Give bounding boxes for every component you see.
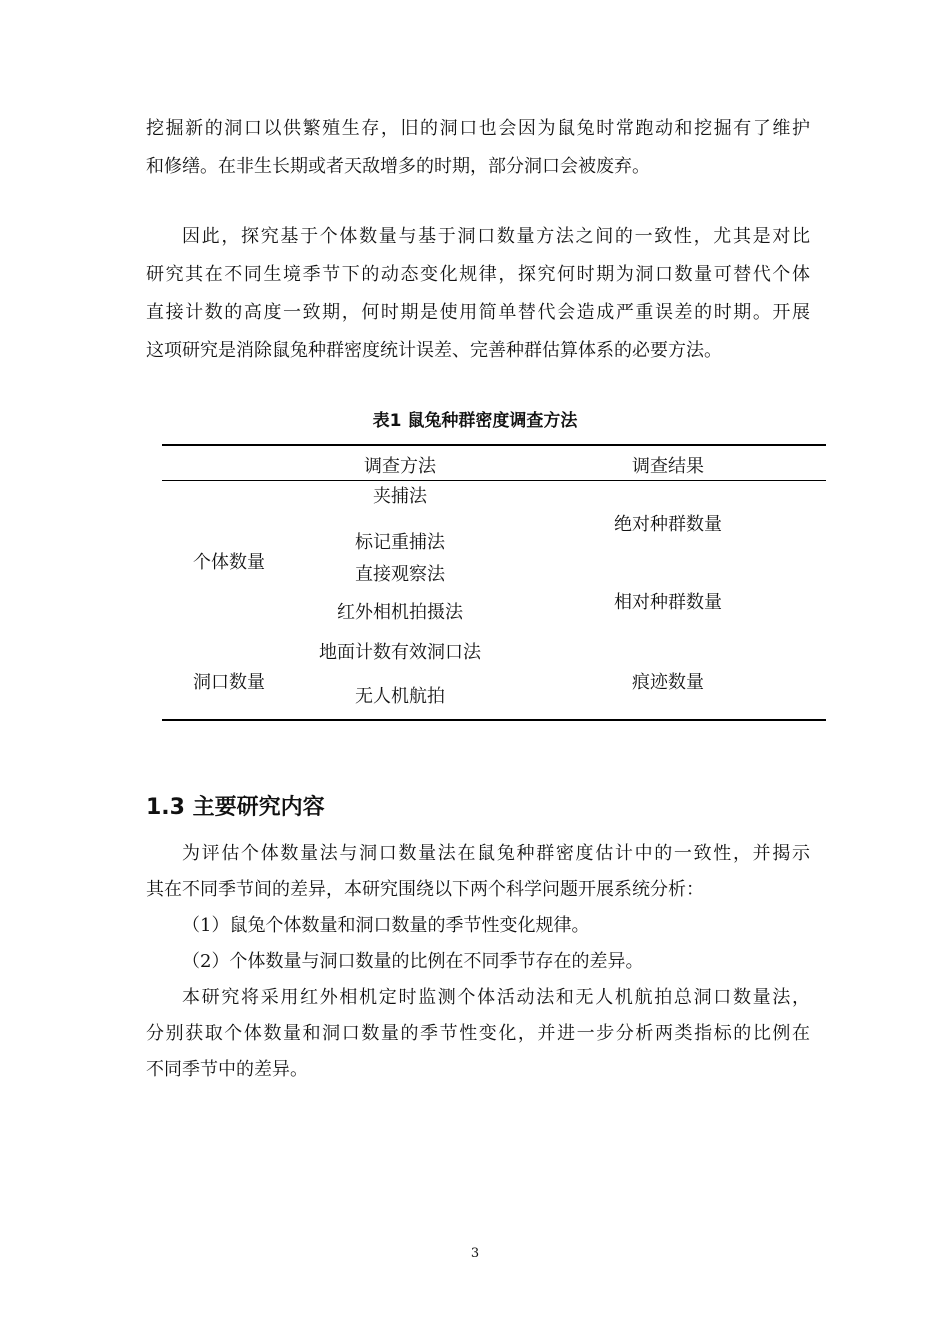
table-method-direct-observation: 直接观察法 [355, 564, 445, 585]
section-heading: 1.3 主要研究内容 [146, 795, 325, 820]
paragraph-burrow-maintenance [146, 110, 810, 186]
paragraph-research-rationale [146, 218, 810, 370]
text-line: 挖掘新的洞口以供繁殖生存，旧的洞口也会因为鼠兔时常跑动和挖掘有了维护 [146, 118, 810, 139]
table-bottom-rule [162, 719, 826, 721]
table-method-mark-recapture: 标记重捕法 [355, 532, 445, 553]
table-header-method: 调查方法 [364, 456, 436, 477]
text-line: 这项研究是消除鼠兔种群密度统计误差、完善种群估算体系的必要方法。 [146, 340, 722, 361]
text-line: 研究其在不同生境季节下的动态变化规律，探究何时期为洞口数量可替代个体 [146, 264, 810, 285]
table-group-individual: 个体数量 [193, 552, 265, 573]
table-group-burrow: 洞口数量 [193, 672, 265, 693]
list-item: （1）鼠兔个体数量和洞口数量的季节性变化规律。 [182, 915, 590, 936]
table-method-trap: 夹捕法 [373, 486, 427, 507]
table-method-effective-burrow: 地面计数有效洞口法 [319, 642, 481, 663]
table-header-rule [162, 480, 826, 481]
text-line: 为评估个体数量法与洞口数量法在鼠兔种群密度估计中的一致性，并揭示 [182, 843, 810, 864]
text-line: 和修缮。在非生长期或者天敌增多的时期，部分洞口会被废弃。 [146, 156, 650, 177]
text-line: 本研究将采用红外相机定时监测个体活动法和无人机航拍总洞口数量法， [182, 987, 810, 1008]
page-number: 3 [470, 1246, 480, 1261]
text-line: 因此，探究基于个体数量与基于洞口数量方法之间的一致性，尤其是对比 [182, 226, 810, 247]
table-result-relative: 相对种群数量 [614, 592, 722, 613]
table-result-trace: 痕迹数量 [632, 672, 704, 693]
table-method-infrared-camera: 红外相机拍摄法 [337, 602, 463, 623]
text-line: 分别获取个体数量和洞口数量的季节性变化，并进一步分析两类指标的比例在 [146, 1023, 810, 1044]
table-result-absolute: 绝对种群数量 [614, 514, 722, 535]
text-line: 直接计数的高度一致期，何时期是使用简单替代会造成严重误差的时期。开展 [146, 302, 810, 323]
text-line: 不同季节中的差异。 [146, 1059, 308, 1080]
list-item: （2）个体数量与洞口数量的比例在不同季节存在的差异。 [182, 951, 644, 972]
table-top-rule [162, 444, 826, 446]
table-caption: 表1 鼠兔种群密度调查方法 [372, 411, 578, 431]
table-method-drone: 无人机航拍 [355, 686, 445, 707]
table-header-result: 调查结果 [632, 456, 704, 477]
section-body [146, 836, 810, 1088]
text-line: 其在不同季节间的差异，本研究围绕以下两个科学问题开展系统分析： [146, 879, 704, 900]
